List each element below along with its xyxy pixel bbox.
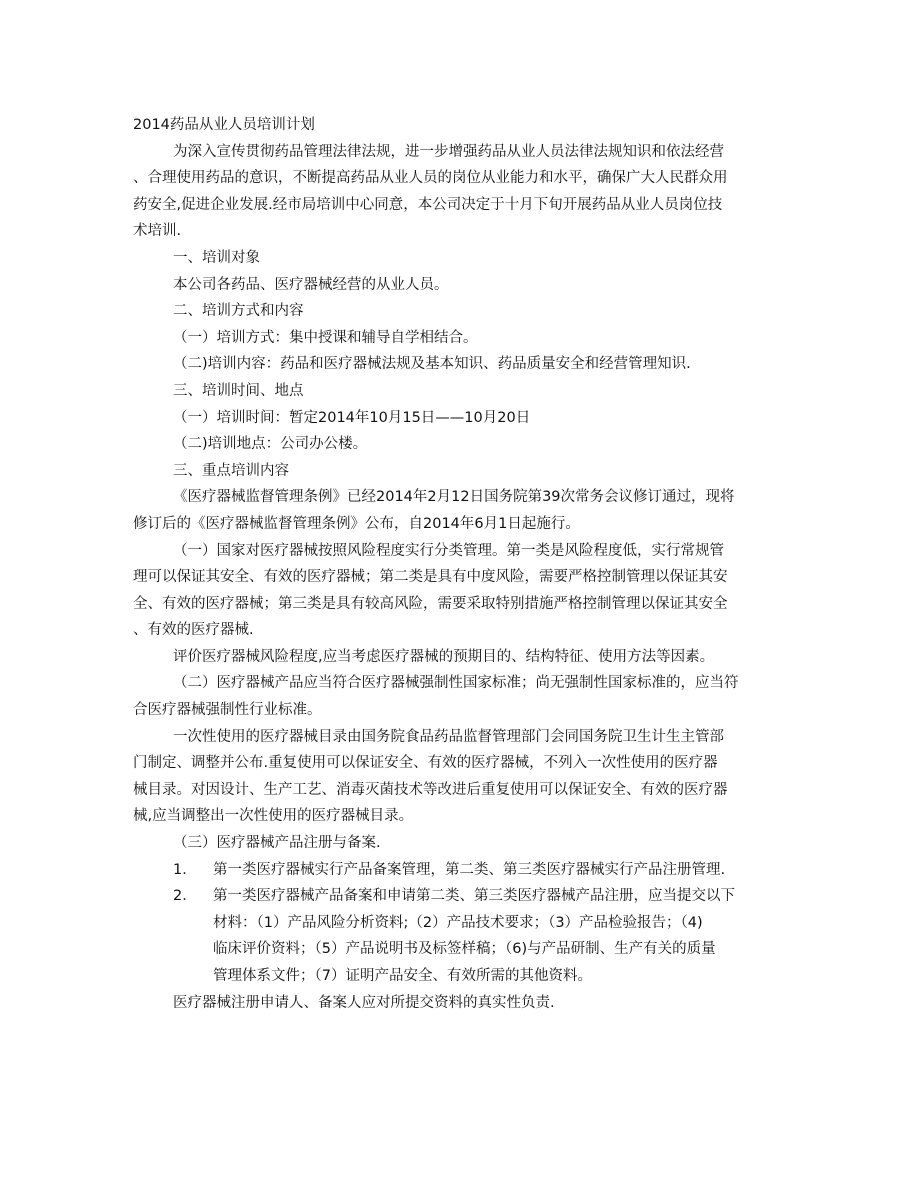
list-item-text: 第一类医疗器械产品备案和申请第二类、第三类医疗器械产品注册，应当提交以下 (213, 888, 735, 905)
list-item (133, 883, 788, 910)
closing-text: 医疗器械注册申请人、备案人应对所提交资料的真实性负责. (173, 994, 555, 1011)
section-item-content: （二)培训内容：药品和医疗器械法规及基本知识、药品质量安全和经营管理知识. (173, 356, 691, 373)
intro-line: 药安全,促进企业发展.经市局培训中心同意，本公司决定于十月下旬开展药品从业人员岗位技 (133, 196, 723, 213)
section-heading-method: 二、培训方式和内容 (173, 303, 304, 320)
point1-note: 评价医疗器械风险程度,应当考虑医疗器械的预期目的、结构特征、使用方法等因素。 (173, 648, 715, 665)
document-title: 2014药品从业人员培训计划 (133, 117, 315, 133)
section-item-time: （一）培训时间：暂定2014年10月15日——10月20日 (173, 409, 531, 426)
document-body (133, 112, 788, 1016)
list-item-continuation: 管理体系文件；（7）证明产品安全、有效所需的其他资料。 (213, 968, 592, 984)
list-item-number: 1． (173, 861, 197, 878)
section-heading-key-content: 三、重点培训内容 (173, 462, 289, 479)
intro-line: 、合理使用药品的意识，不断提高药品从业人员的岗位从业能力和水平，确保广大人民群众用 (133, 170, 728, 187)
section-text-targets: 本公司各药品、医疗器械经营的从业人员。 (173, 276, 449, 293)
point1-line: （一）国家对医疗器械按照风险程度实行分类管理。第一类是风险程度低，实行常规管 (173, 542, 724, 559)
point2-note-line: 门制定、调整并公布.重复使用可以保证安全、有效的医疗器械，不列入一次性使用的医疗器 (133, 755, 718, 772)
point2-note-line: 械目录。对因设计、生产工艺、消毒灭菌技术等改进后重复使用可以保证安全、有效的医疗器 (133, 781, 728, 798)
point2-note-line: 械,应当调整出一次性使用的医疗器械目录。 (133, 808, 414, 825)
list-item (133, 857, 788, 884)
point2-line: （二）医疗器械产品应当符合医疗器械强制性国家标准；尚无强制性国家标准的，应当符 (173, 675, 739, 692)
section-item-method: （一）培训方式：集中授课和辅导自学相结合。 (173, 329, 478, 346)
point1-line: 理可以保证其安全、有效的医疗器械；第二类是具有中度风险，需要严格控制管理以保证其安 (133, 569, 728, 586)
point1-line: 全、有效的医疗器械；第三类是具有较高风险，需要采取特别措施严格控制管理以保证其安全 (133, 595, 728, 612)
regulation-intro-line: 修订后的《医疗器械监督管理条例》公布，自2014年6月1日起施行。 (133, 515, 580, 532)
point2-note-line: 一次性使用的医疗器械目录由国务院食品药品监督管理部门会同国务院卫生计生主管部 (173, 728, 724, 745)
list-item-number: 2． (173, 888, 197, 905)
list-item-text: 第一类医疗器械实行产品备案管理，第二类、第三类医疗器械实行产品注册管理. (213, 861, 726, 878)
section-item-place: （二)培训地点：公司办公楼。 (173, 436, 368, 453)
intro-line: 为深入宣传贯彻药品管理法律法规，进一步增强药品从业人员法律法规知识和依法经营 (173, 143, 724, 160)
point1-line: 、有效的医疗器械. (133, 622, 254, 639)
section-heading-targets: 一、培训对象 (173, 249, 260, 266)
intro-line: 术培训. (133, 223, 182, 240)
point3-heading: （三）医疗器械产品注册与备案. (173, 835, 381, 852)
list-item-continuation: 临床评价资料；（5）产品说明书及标签样稿；（6)与产品研制、生产有关的质量 (213, 941, 716, 958)
point2-line: 合医疗器械强制性行业标准。 (133, 702, 322, 719)
regulation-intro-line: 《医疗器械监督管理条例》已经2014年2月12日国务院第39次常务会议修订通过，现将 (173, 489, 735, 506)
section-heading-time-place: 三、培训时间、地点 (173, 382, 304, 399)
list-item-continuation: 材料：（1）产品风险分析资料;（2）产品技术要求；（3）产品检验报告；（4) (213, 914, 703, 931)
